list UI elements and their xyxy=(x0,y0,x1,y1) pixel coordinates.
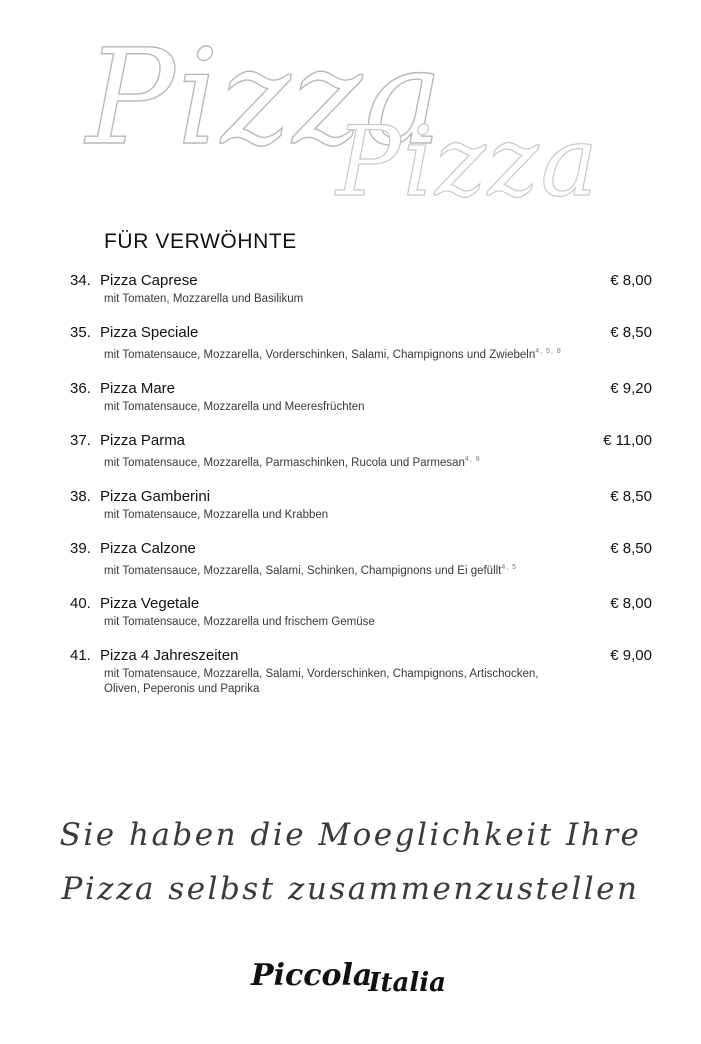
menu-item-number: 41. xyxy=(70,647,91,665)
menu-item-left xyxy=(70,488,210,505)
menu-item-head xyxy=(70,647,652,664)
menu-item xyxy=(70,647,652,697)
menu-item-description xyxy=(104,615,574,630)
menu-item-name: Pizza 4 Jahreszeiten xyxy=(100,647,239,665)
menu-item-description-text: mit Tomatensauce, Mozzarella, Salami, Vorderschinken, Champignons, Artischocken, Oliven, Peperonis und Paprika xyxy=(104,668,539,696)
menu-item-description-text: mit Tomatensauce, Mozzarella und Krabben xyxy=(104,508,329,521)
menu-item-footnote-markers: 4, 5 xyxy=(501,563,518,571)
menu-item-price: € 9,00 xyxy=(610,647,652,665)
menu-item xyxy=(70,540,652,579)
menu-item-description-text: mit Tomatensauce, Mozzarella und Meeresfrüchten xyxy=(104,400,365,413)
menu-item xyxy=(70,488,652,523)
logo-word-2: Italia xyxy=(368,968,446,998)
menu-list xyxy=(70,272,652,714)
menu-item xyxy=(70,324,652,363)
menu-item xyxy=(70,432,652,471)
menu-item-number: 40. xyxy=(70,595,91,613)
closing-line-1: Sie haben die Moeglichkeit Ihre xyxy=(59,817,642,853)
menu-item-price: € 8,00 xyxy=(610,595,652,613)
menu-item xyxy=(70,380,652,415)
menu-item-price: € 8,50 xyxy=(610,539,652,557)
decorative-headline xyxy=(0,18,701,218)
menu-item-description xyxy=(104,292,574,307)
menu-item-footnote-markers: 4, 8 xyxy=(464,455,481,463)
closing-note xyxy=(0,808,701,916)
menu-item-description xyxy=(104,344,574,363)
menu-item-number: 35. xyxy=(70,324,91,341)
menu-item-description xyxy=(104,667,574,697)
menu-item-description xyxy=(104,452,574,471)
menu-item-head xyxy=(70,595,652,612)
menu-item-price: € 8,50 xyxy=(610,487,652,505)
menu-item-price: € 9,20 xyxy=(610,379,652,397)
menu-item-left xyxy=(70,432,185,449)
menu-item-name: Pizza Gamberini xyxy=(100,487,211,505)
menu-item-left xyxy=(70,324,198,341)
menu-item-description xyxy=(104,400,574,415)
menu-item-footnote-markers: 4, 5, 8 xyxy=(535,348,562,355)
menu-item-description xyxy=(104,508,574,523)
menu-item-name: Pizza Speciale xyxy=(100,324,199,341)
section-title: FÜR VERWÖHNTE xyxy=(104,230,297,253)
menu-item-description-text: mit Tomatensauce, Mozzarella, Parmaschinken, Rucola und Parmesan xyxy=(104,456,465,469)
menu-item-name: Pizza Vegetale xyxy=(100,595,200,613)
menu-item-head xyxy=(70,488,652,505)
headline-script-small: Pizza xyxy=(336,106,600,218)
menu-item-description-text: mit Tomatensauce, Mozzarella und frischem Gemüse xyxy=(104,616,375,629)
closing-line-2: Pizza selbst zusammenzustellen xyxy=(61,871,640,907)
menu-item-head xyxy=(70,540,652,557)
menu-item-description-text: mit Tomatensauce, Mozzarella, Vorderschinken, Salami, Champignons und Zwiebeln xyxy=(104,348,536,361)
menu-item-description-text: mit Tomaten, Mozzarella und Basilikum xyxy=(104,293,304,305)
menu-item-price: € 11,00 xyxy=(603,431,652,449)
menu-item-description-text: mit Tomatensauce, Mozzarella, Salami, Schinken, Champignons und Ei gefüllt xyxy=(104,564,502,577)
menu-item xyxy=(70,595,652,630)
restaurant-logo xyxy=(0,958,701,998)
logo-word-1: Piccola xyxy=(251,958,373,993)
menu-item-price: € 8,00 xyxy=(610,272,652,289)
menu-item-left xyxy=(70,647,238,664)
menu-item-left xyxy=(70,272,198,289)
menu-item-number: 38. xyxy=(70,487,91,505)
menu-item-name: Pizza Mare xyxy=(100,379,176,397)
menu-item-left xyxy=(70,540,196,557)
menu-item-name: Pizza Parma xyxy=(100,431,186,449)
menu-item xyxy=(70,272,652,307)
menu-item-number: 34. xyxy=(70,272,91,289)
menu-item-price: € 8,50 xyxy=(610,324,652,341)
headline-script-large: Pizza xyxy=(86,21,445,175)
menu-item-number: 39. xyxy=(70,539,91,557)
menu-item-head xyxy=(70,272,652,289)
menu-item-left xyxy=(70,380,175,397)
menu-item-head xyxy=(70,324,652,341)
menu-item-head xyxy=(70,432,652,449)
menu-item-head xyxy=(70,380,652,397)
menu-item-number: 37. xyxy=(70,431,91,449)
menu-item-name: Pizza Caprese xyxy=(100,272,198,289)
menu-item-description xyxy=(104,560,574,579)
menu-item-left xyxy=(70,595,199,612)
menu-item-number: 36. xyxy=(70,379,91,397)
menu-item-name: Pizza Calzone xyxy=(100,539,196,557)
